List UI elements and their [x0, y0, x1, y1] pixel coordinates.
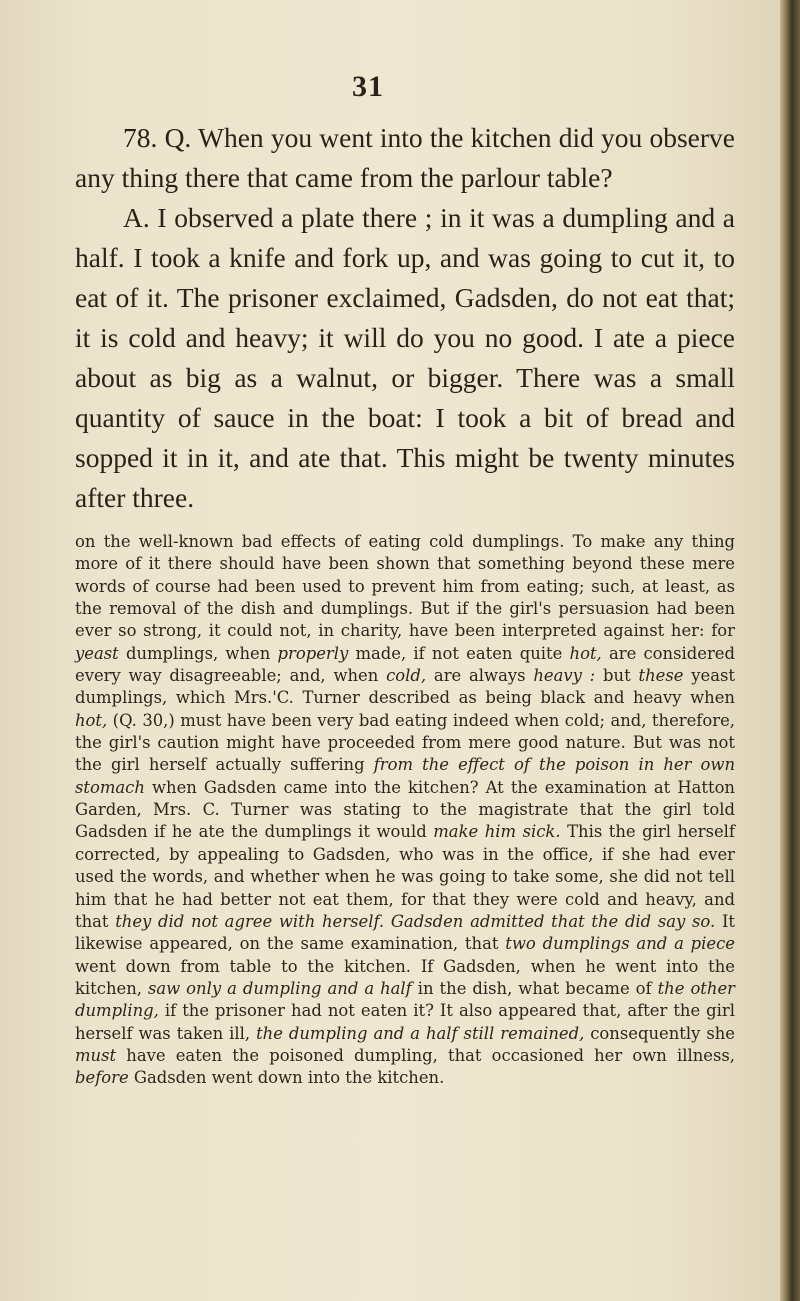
italic-segment: hot,	[569, 643, 602, 663]
italic-segment: the dumpling and a half still remained,	[256, 1023, 585, 1043]
text-segment: made, if not eaten quite	[348, 643, 570, 663]
text-segment: on the well-known bad effects of eating cold dumplings. To make any thing more of it there should have been shown that something beyond these mere words of course had been used to prevent him from eating; such, at least, as the removal of the dish and dumplings. But if the girl's persuasion had been ever so strong, it could not, in charity, have been interpreted against her: for	[75, 532, 735, 641]
text-segment: (Q. 30,) must have been very bad eating indeed when cold; and, therefore, the girl's caution might have proceeded from mere good nature. But was not the girl herself actually suffering	[75, 710, 735, 775]
italic-segment: yeast	[75, 643, 119, 663]
text-segment: went down from table to the kitchen. If Gadsden, when he went into the kitchen,	[75, 956, 735, 998]
text-segment: if the prisoner had not eaten it? It also appeared that, after the girl herself was taken ill,	[75, 1001, 735, 1043]
commentary-note	[75, 531, 735, 1090]
italic-segment: make him sick.	[433, 822, 561, 842]
italic-segment: two dumplings and a piece	[505, 934, 736, 954]
book-spine-edge	[780, 0, 800, 1301]
question-paragraph	[75, 118, 735, 198]
italic-segment: from the effect of the poison in her own stomach	[75, 755, 735, 797]
text-segment: have eaten the poisoned dumpling, that occasioned her own illness,	[116, 1045, 735, 1065]
italic-segment: they did not agree with herself. Gadsden admitted that the did say so.	[115, 911, 716, 931]
italic-segment: heavy :	[533, 666, 596, 686]
text-segment: when Gadsden came into the kitchen? At the examination at Hatton Garden, Mrs. C. Turner was stating to the magistrate that the girl told Gadsden if he ate the dumplings it would	[75, 777, 735, 842]
question-number: 78.	[123, 122, 158, 153]
text-segment: yeast dumplings, which Mrs.'C. Turner described as being black and heavy when	[75, 666, 735, 708]
testimony-block	[75, 118, 735, 518]
text-segment: but	[595, 666, 639, 686]
italic-segment: must	[75, 1045, 117, 1065]
text-segment: It likewise appeared, on the same examination, that	[75, 911, 736, 954]
italic-segment: the other dumpling,	[75, 978, 735, 1021]
text-segment: in the dish, what became of	[411, 978, 658, 998]
question-label: Q.	[164, 122, 192, 153]
italic-segment: these	[638, 666, 684, 686]
answer-text: I observed a plate there ; in it was a dumpling and a half. I took a knife and fork up, and was going to cut it, to eat of it. The prisoner exclaimed, Gadsden, do not eat that; it is cold and heavy; it will do you no good. I ate a piece about as big as a walnut, or bigger. There was a small quantity of sauce in the boat: I took a bit of bread and sopped it in it, and ate that. This might be twenty minutes after three.	[75, 202, 736, 513]
text-segment: This the girl herself corrected, by appealing to Gadsden, who was in the office, if she had ever used the words, and whether when he was going to take some, she did not tell him that he had better not eat them, for that they were cold and heavy, and that	[75, 822, 735, 931]
italic-segment: cold,	[386, 666, 427, 686]
italic-segment: hot,	[75, 710, 108, 730]
italic-segment: before	[75, 1068, 129, 1088]
italic-segment: saw only a dumpling and a half	[147, 978, 412, 998]
text-segment: are considered every way disagreeable; and, when	[75, 643, 735, 686]
answer-paragraph	[75, 198, 735, 518]
question-text: When you went into the kitchen did you observe any thing there that came from the parlour table?	[75, 122, 735, 193]
text-segment: consequently she	[584, 1023, 735, 1043]
text-segment: are always	[426, 666, 534, 686]
answer-label: A.	[123, 202, 150, 233]
commentary-paragraph	[75, 531, 735, 1090]
italic-segment: properly	[277, 643, 349, 663]
page-number: 31	[352, 70, 384, 103]
text-segment: Gadsden went down into the kitchen.	[128, 1068, 445, 1088]
text-segment: dumplings, when	[118, 643, 278, 663]
